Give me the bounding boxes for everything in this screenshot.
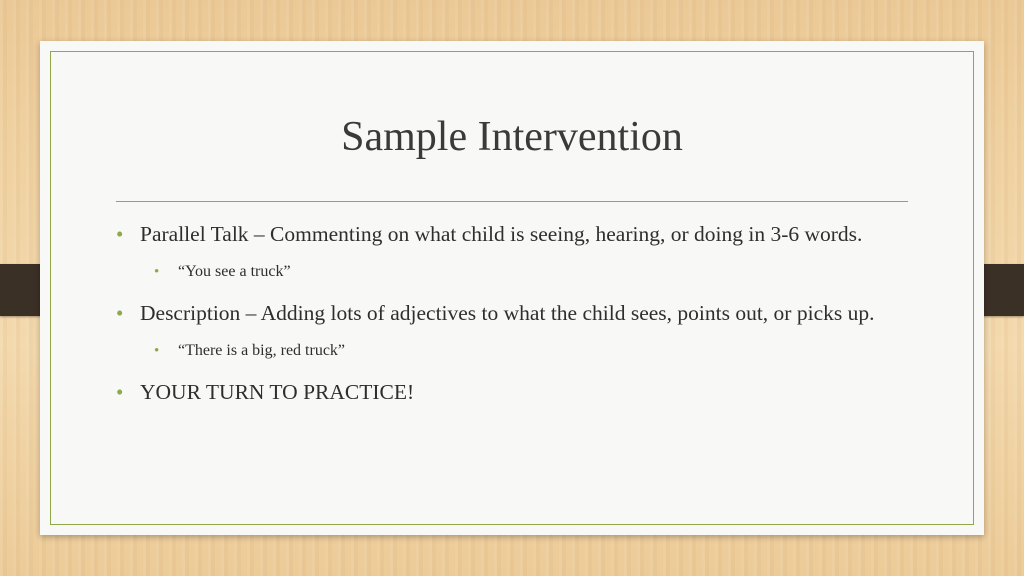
sub-bullet-item-red-truck bbox=[116, 339, 916, 363]
bullet-list bbox=[116, 219, 916, 420]
bullet-icon: • bbox=[116, 301, 124, 325]
bullet-item-parallel-talk bbox=[116, 219, 916, 250]
bullet-item-description bbox=[116, 298, 916, 329]
bullet-icon: • bbox=[116, 222, 124, 246]
slide bbox=[40, 41, 984, 535]
bullet-item-your-turn bbox=[116, 377, 916, 408]
bullet-text: Description – Adding lots of adjectives to what the child sees, points out, or picks up. bbox=[140, 301, 875, 325]
bullet-text: YOUR TURN TO PRACTICE! bbox=[140, 380, 415, 404]
sub-bullet-icon: • bbox=[154, 343, 160, 359]
bullet-text: Parallel Talk – Commenting on what child is seeing, hearing, or doing in 3-6 words. bbox=[140, 222, 863, 246]
sub-bullet-text: “You see a truck” bbox=[178, 263, 291, 280]
sub-bullet-icon: • bbox=[154, 264, 160, 280]
sub-bullet-item-truck bbox=[116, 260, 916, 284]
slide-title: Sample Intervention bbox=[341, 114, 683, 160]
bullet-icon: • bbox=[116, 380, 124, 404]
title-divider bbox=[116, 201, 908, 202]
sub-bullet-text: “There is a big, red truck” bbox=[178, 342, 346, 359]
